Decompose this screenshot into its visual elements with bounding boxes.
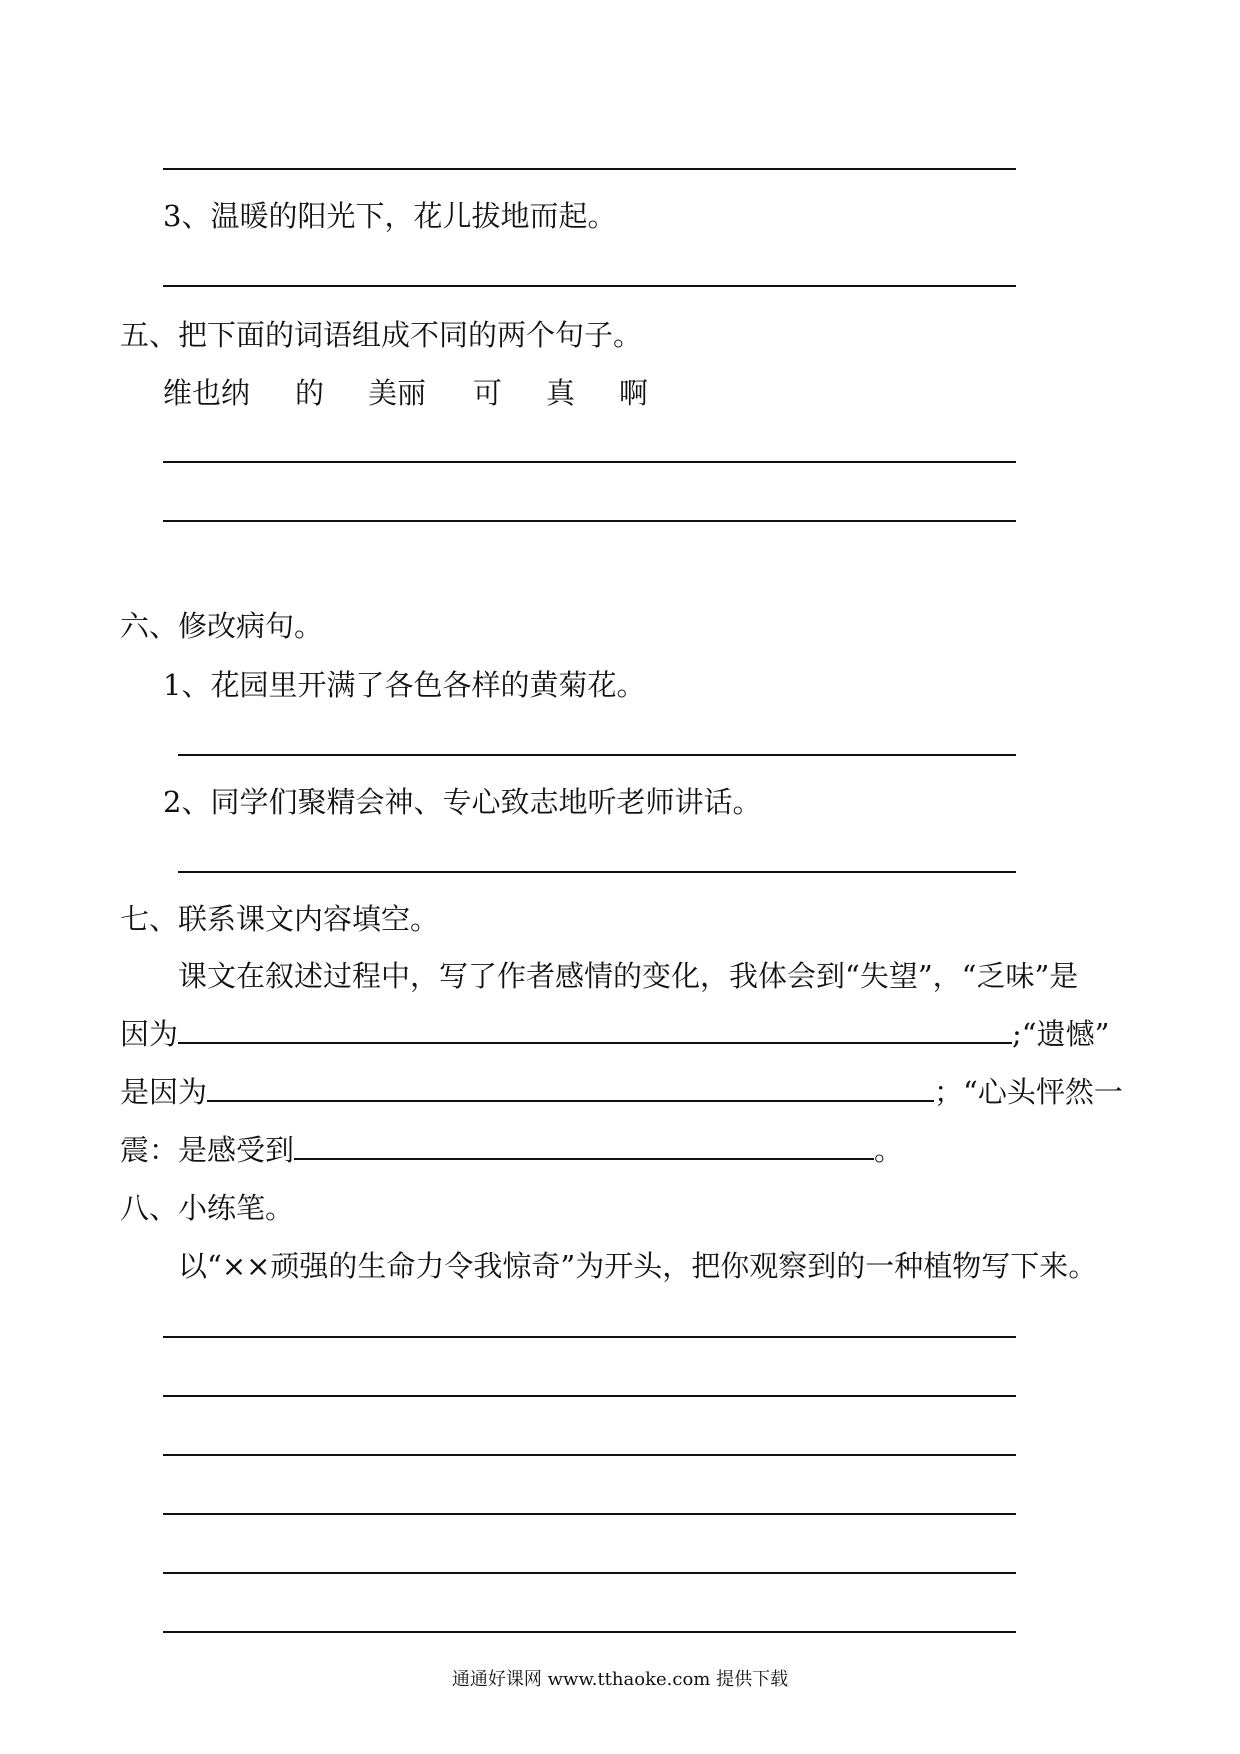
- word-item: 的: [295, 376, 325, 410]
- answer-line: [163, 520, 1016, 522]
- writing-line: [163, 1336, 1016, 1338]
- line-text: 。: [874, 1133, 904, 1167]
- writing-line: [163, 1513, 1016, 1515]
- writing-line: [163, 1454, 1016, 1456]
- section-7-line-4: [120, 1132, 903, 1168]
- word-item: 真: [546, 376, 576, 410]
- section-7-line-3: [120, 1074, 1123, 1110]
- word-item: 啊: [619, 376, 649, 410]
- item-6-2: 2、同学们聚精会神、专心致志地听老师讲话。: [163, 785, 762, 819]
- line-text: 震：是感受到: [120, 1133, 295, 1167]
- writing-line: [163, 1631, 1016, 1633]
- answer-line: [163, 285, 1016, 287]
- answer-line: [178, 754, 1016, 756]
- page-footer: 通通好课网 www.tthaoke.com 提供下载: [451, 1669, 789, 1690]
- answer-line: [163, 168, 1016, 170]
- line-text: ；“心头怦然一: [934, 1075, 1123, 1109]
- section-8-title: 八、小练笔。: [120, 1191, 295, 1225]
- item-6-1: 1、花园里开满了各色各样的黄菊花。: [163, 668, 646, 702]
- answer-line: [163, 461, 1016, 463]
- section-8-prompt: 以“××顽强的生命力令我惊奇”为开头，把你观察到的一种植物写下来。: [178, 1249, 1098, 1283]
- fill-blank: [178, 1016, 1012, 1044]
- writing-line: [163, 1572, 1016, 1574]
- fill-blank: [294, 1132, 874, 1160]
- line-text: 因为: [120, 1017, 179, 1051]
- line-text: 是因为: [120, 1075, 208, 1109]
- word-item: 可: [473, 376, 503, 410]
- section-7-line-1: 课文在叙述过程中，写了作者感情的变化，我体会到“失望”，“乏味”是: [178, 959, 1079, 993]
- section-6-title: 六、修改病句。: [120, 609, 324, 643]
- writing-line: [163, 1395, 1016, 1397]
- word-item: 维也纳: [163, 376, 251, 410]
- section-7-line-2: [120, 1016, 1109, 1052]
- answer-line: [178, 871, 1016, 873]
- section-5-title: 五、把下面的词语组成不同的两个句子。: [120, 318, 643, 352]
- section-7-title: 七、联系课文内容填空。: [120, 902, 440, 936]
- fill-blank: [207, 1074, 934, 1102]
- word-item: 美丽: [368, 376, 427, 410]
- item-4-3: 3、温暖的阳光下，花儿拔地而起。: [163, 199, 617, 233]
- line-text: ;“遗憾”: [1012, 1017, 1110, 1051]
